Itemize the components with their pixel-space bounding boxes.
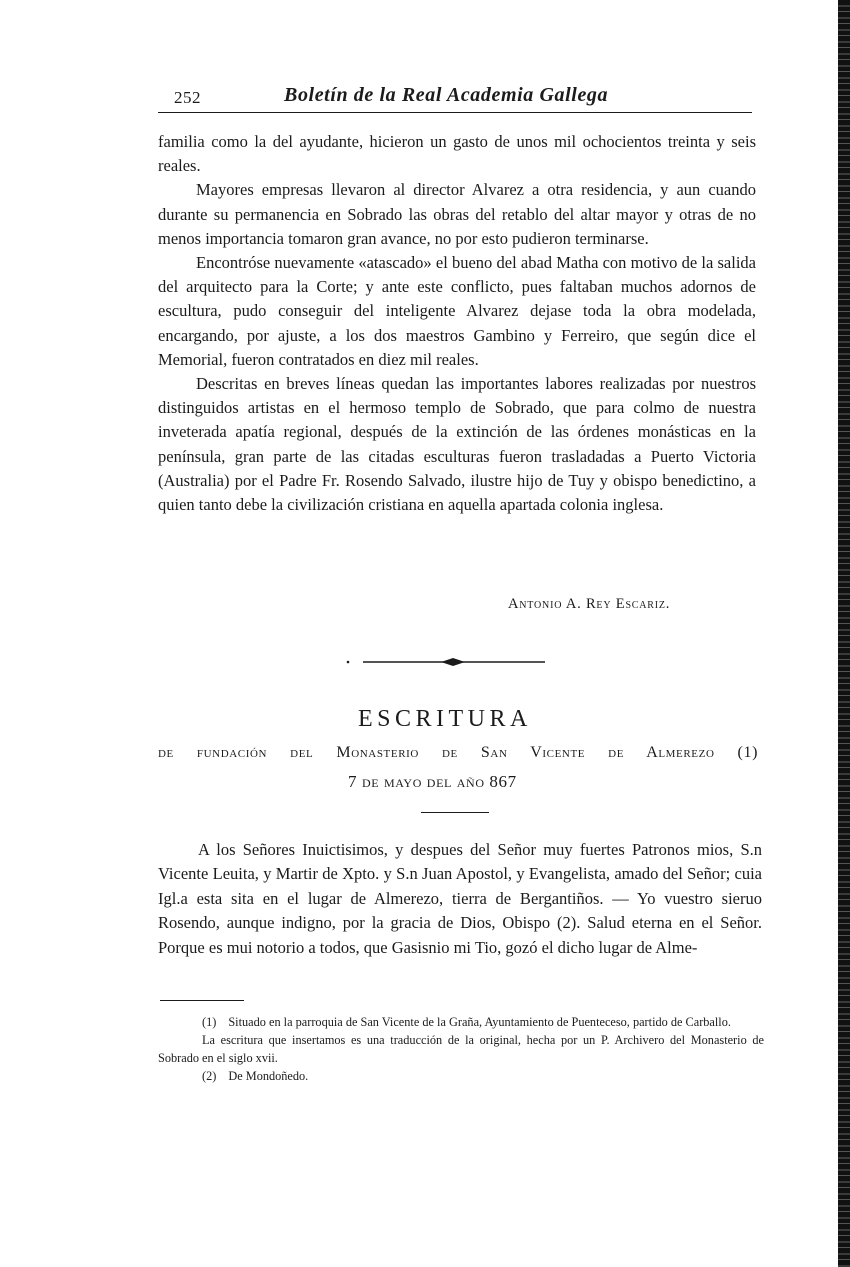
book-edge-shadow	[838, 0, 850, 1267]
paragraph: Encontróse nuevamente «atascado» el bueno del abad Matha con motivo de la salida del arquitecto para la Corte; y ante este conflicto, pues faltaban muchos adornos de escultura, pudo conseguir del inteligente Alvarez dejase toda la obra modelada, encargando, por ajuste, a los dos maestros Gambino y Ferreiro, que según dice el Memorial, fueron contratados en diez mil reales.	[158, 253, 756, 369]
footnote	[158, 1013, 764, 1031]
footnote-mark: (1)	[202, 1015, 217, 1029]
footnotes	[158, 1013, 764, 1085]
paragraph: Mayores empresas llevaron al director Alvarez a otra residencia, y aun cuando durante su permanencia en Sobrado las obras del retablo del altar mayor y otras de no menos importancia tomaron gran avance, no por esto pudieron terminarse.	[158, 180, 756, 248]
section-ornament-rule	[345, 652, 550, 672]
charter-body	[158, 838, 762, 960]
paragraph: Descritas en breves líneas quedan las importantes labores realizadas por nuestros distinguidos artistas en el hermoso templo de Sobrado, que para colmo de nuestra inveterada apatía regional, después de la extinción de las órdenes monásticas en la península, gran parte de las citadas esculturas fueron trasladadas a Puerto Victoria (Australia) por el Padre Fr. Rosendo Salvado, ilustre hijo de Tuy y obispo benedictino, a quien tanto debe la civilización cristiana en aquella apartada colonia inglesa.	[158, 374, 756, 515]
document-date: 7 de mayo del año 867	[348, 772, 517, 791]
footnote-text: De Mondoñedo.	[228, 1069, 309, 1083]
article-body	[158, 130, 756, 517]
footnote-text: La escritura que insertamos es una traducción de la original, hecha por un P. Archivero del Monasterio de Sobrado en el siglo xvii.	[158, 1033, 764, 1065]
footnote	[158, 1031, 764, 1067]
header-rule	[158, 112, 752, 113]
paragraph-continued: familia como la del ayudante, hicieron un gasto de unos mil ochocientos treinta y seis reales.	[158, 132, 756, 176]
footnote-text: Situado en la parroquia de San Vicente de la Graña, Ayuntamiento de Puenteceso, partido de Carballo.	[228, 1015, 731, 1029]
document-title: ESCRITURA	[358, 706, 532, 732]
title-rule	[421, 812, 489, 813]
charter-paragraph: A los Señores Inuictisimos, y despues del Señor muy fuertes Patronos mios, S.n Vicente Leuita, y Martir de Xpto. y S.n Juan Apostol, y Evangelista, amado del Señor; cuia Igl.a esta sita en el lugar de Almerezo, tierra de Bergantiños. — Yo vuestro sieruo Rosendo, aunque indigno, por la gracia de Dios, Obispo (2). Salud eterna en el Señor. Porque es mui notorio a todos, que Gasisnio mi Tio, gozó el dicho lugar de Alme-	[158, 840, 762, 957]
journal-title: Boletín de la Real Academia Gallega	[284, 84, 609, 106]
document-subtitle: de fundación del Monasterio de San Vicente de Almerezo (1)	[158, 744, 758, 761]
footnote	[158, 1067, 764, 1085]
author-signature: Antonio A. Rey Escariz.	[508, 596, 671, 612]
footnote-rule	[160, 1000, 244, 1001]
footnote-mark: (2)	[202, 1069, 217, 1083]
page-number: 252	[174, 88, 201, 107]
running-head	[172, 82, 757, 112]
